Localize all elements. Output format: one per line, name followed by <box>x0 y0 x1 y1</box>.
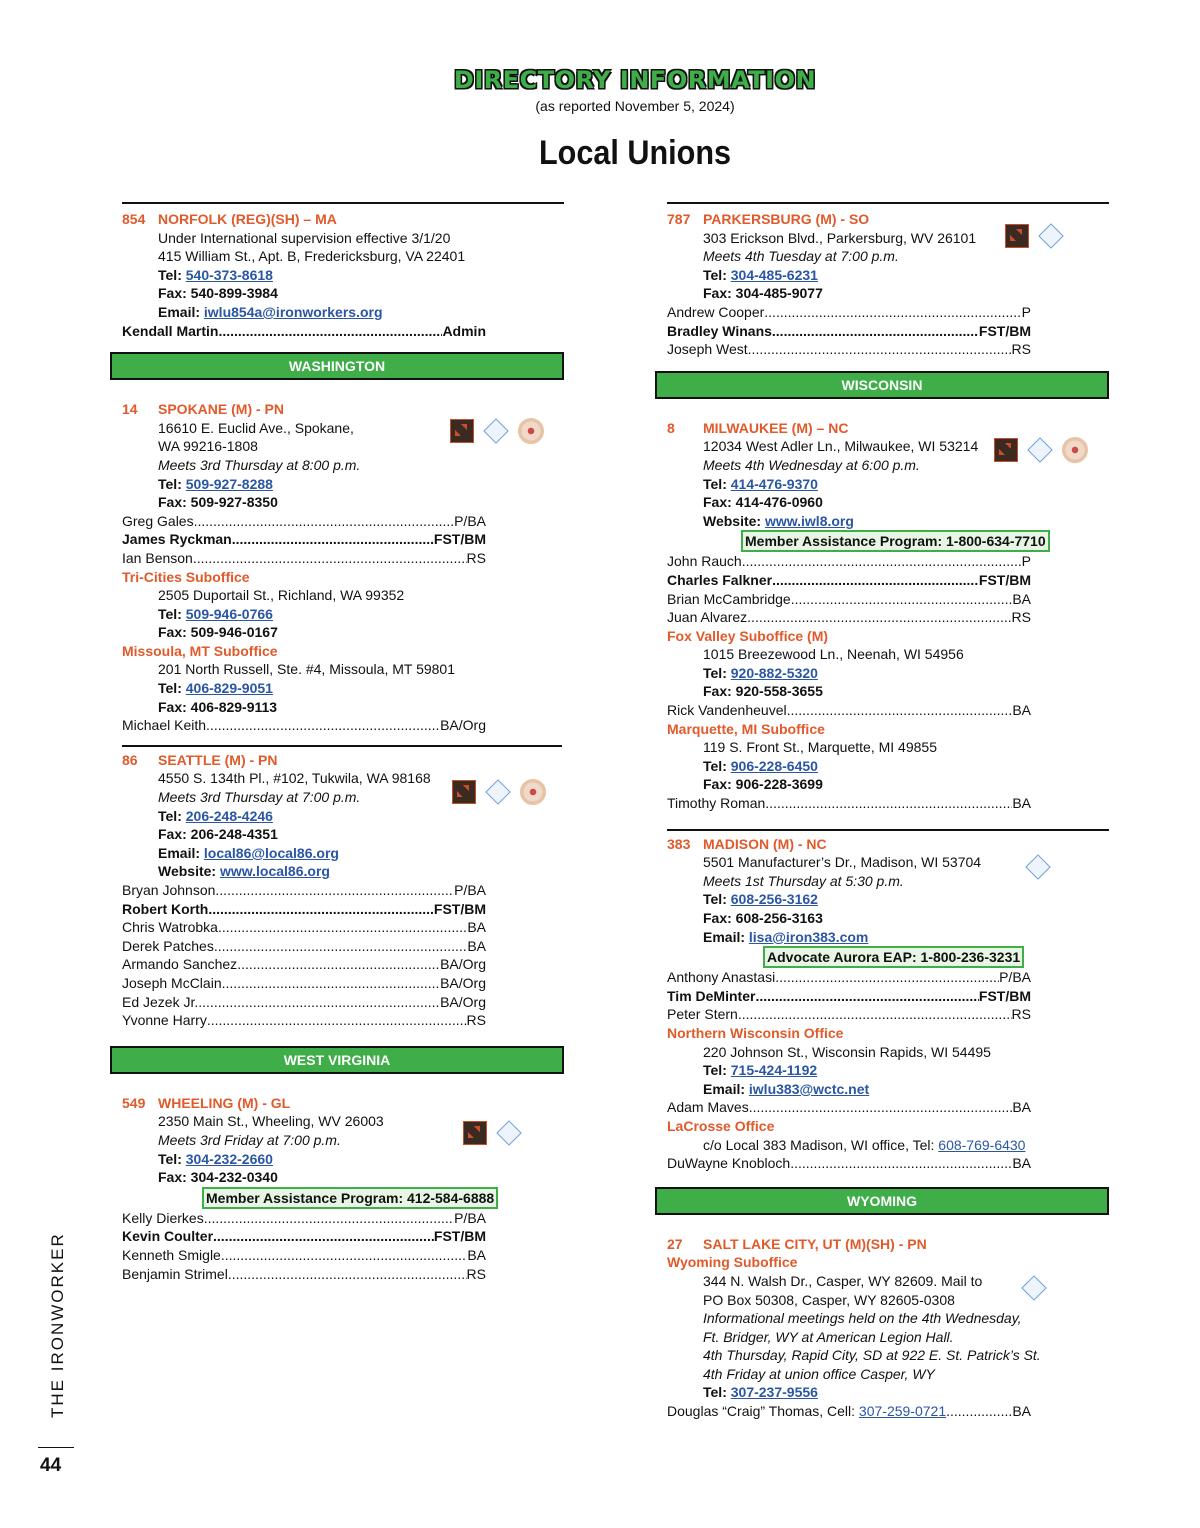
union-seal-icon <box>1062 437 1088 463</box>
email-line: Email: lisa@iron383.com <box>703 928 869 945</box>
page-number: 44 <box>40 1455 62 1476</box>
tel-link[interactable]: 406-829-9051 <box>185 680 273 697</box>
officer-row: Chris Watrobka ..... BA <box>110 918 486 937</box>
suboffice-address: 1015 Breezewood Ln., Neenah, WI 54956 <box>703 646 964 663</box>
tel-link[interactable]: 920-882-5320 <box>730 664 818 681</box>
meeting-info: Meets 4th Tuesday at 7:00 p.m. <box>703 248 899 265</box>
fax-line: Fax: 509-927-8350 <box>158 494 278 511</box>
officer-row: Adam Maves ..... BA <box>655 1098 1031 1117</box>
officer-row: Peter Stern ..... RS <box>655 1005 1031 1024</box>
tel-line: Tel: 307-237-9556 <box>703 1384 818 1401</box>
officer-row: Armando Sanchez ..... BA/Org <box>110 955 486 974</box>
training-diamond-icon <box>1025 854 1050 879</box>
suboffice-address: PO Box 50308, Casper, WY 82605-0308 <box>703 1291 955 1308</box>
tel-line: Tel: 509-946-0766 <box>158 605 273 622</box>
meeting-info: Meets 1st Thursday at 5:30 p.m. <box>703 872 904 889</box>
officer-row: Greg Gales ..... P/BA <box>110 512 486 531</box>
meeting-info: 4th Thursday, Rapid City, SD at 922 E. St. Patrick’s St. <box>703 1347 1041 1364</box>
tel-link[interactable]: 608-256-3162 <box>730 891 818 908</box>
fax-line: Fax: 414-476-0960 <box>703 494 823 511</box>
email-line: Email: iwlu383@wctc.net <box>703 1080 870 1097</box>
local-heading: 383 MADISON (M) - NC <box>667 835 827 852</box>
officer-row: Bryan Johnson ..... P/BA <box>110 881 486 900</box>
officer-row: Kenneth Smigle ..... BA <box>110 1246 486 1265</box>
state-banner-west-virginia: WEST VIRGINIA <box>110 1046 564 1074</box>
officer-row: Douglas “Craig” Thomas, Cell: 307-259-0721 ..... BA <box>655 1402 1031 1421</box>
iron-workers-logo-icon <box>1005 224 1029 248</box>
tel-line: Tel: 304-232-2660 <box>158 1150 273 1167</box>
email-line: Email: iwlu854a@ironworkers.org <box>158 303 383 320</box>
officer-row: Kevin Coulter ..... FST/BM <box>110 1227 486 1246</box>
officer-row: Kendall Martin ..... Admin <box>110 322 486 341</box>
officer-row: Michael Keith ..... BA/Org <box>110 716 486 735</box>
union-seal-icon <box>518 418 544 444</box>
fax-line: Fax: 304-485-9077 <box>703 285 823 302</box>
union-seal-icon <box>520 779 546 805</box>
tel-link[interactable]: 304-232-2660 <box>185 1150 273 1167</box>
training-diamond-icon <box>496 1120 521 1145</box>
officer-row: Joseph West ..... RS <box>655 340 1031 359</box>
email-link[interactable]: lisa@iron383.com <box>748 928 869 945</box>
officer-row: James Ryckman ..... FST/BM <box>110 530 486 549</box>
local-address: 12034 West Adler Ln., Milwaukee, WI 53214 <box>703 438 979 455</box>
local-heading: 854 NORFOLK (REG)(SH) – MA <box>122 211 337 227</box>
local-heading: 86 SEATTLE (M) - PN <box>122 751 278 768</box>
local-note: Under International supervision effective 3/1/20 <box>158 229 451 246</box>
local-86-badges <box>452 779 546 805</box>
email-link[interactable]: iwlu383@wctc.net <box>748 1080 870 1097</box>
tel-link[interactable]: 509-927-8288 <box>185 475 273 492</box>
local-heading: 787 PARKERSBURG (M) - SO <box>667 211 870 227</box>
suboffice-address: 220 Johnson St., Wisconsin Rapids, WI 54495 <box>703 1043 991 1060</box>
iron-workers-logo-icon <box>450 419 474 443</box>
suboffice-heading: LaCrosse Office <box>667 1117 775 1134</box>
tel-link[interactable]: 608-769-6430 <box>938 1136 1026 1153</box>
tel-line: Tel: 414-476-9370 <box>703 475 818 492</box>
email-line: Email: local86@local86.org <box>158 844 339 861</box>
local-8-badges <box>994 437 1088 463</box>
local-address: 303 Erickson Blvd., Parkersburg, WV 26101 <box>703 229 977 246</box>
local-address: 16610 E. Euclid Ave., Spokane, <box>158 419 354 436</box>
email-link[interactable]: local86@local86.org <box>203 844 339 861</box>
iron-workers-logo-icon <box>452 780 476 804</box>
local-address: 4550 S. 134th Pl., #102, Tukwila, WA 98168 <box>158 770 431 787</box>
fax-line: Fax: 906-228-3699 <box>703 776 823 793</box>
tel-line: Tel: 540-373-8618 <box>158 266 273 283</box>
fax-line: Fax: 540-899-3984 <box>158 285 278 302</box>
officer-row: Brian McCambridge ..... BA <box>655 590 1031 609</box>
publication-name: THE IRONWORKER <box>48 1232 67 1418</box>
tel-line: Tel: 715-424-1192 <box>703 1062 818 1079</box>
website-link[interactable]: www.iwl8.org <box>764 512 854 529</box>
officer-row: Bradley Winans ..... FST/BM <box>655 322 1031 341</box>
officer-row: DuWayne Knobloch ..... BA <box>655 1154 1031 1173</box>
section-heading: Local Unions <box>538 134 732 172</box>
local-heading: 8 MILWAUKEE (M) – NC <box>667 419 849 436</box>
officer-row: Robert Korth ..... FST/BM <box>110 900 486 919</box>
suboffice-address: c/o Local 383 Madison, WI office, Tel: 608-769-6430 <box>703 1136 1026 1153</box>
officer-row: Yvonne Harry ..... RS <box>110 1011 486 1030</box>
officer-row: Timothy Roman ..... BA <box>655 794 1031 813</box>
local-787-badges <box>1005 224 1063 248</box>
tel-link[interactable]: 414-476-9370 <box>730 475 818 492</box>
suboffice-address: 2505 Duportail St., Richland, WA 99352 <box>158 587 405 604</box>
tel-line: Tel: 406-829-9051 <box>158 680 273 697</box>
suboffice-address: 201 North Russell, Ste. #4, Missoula, MT 59801 <box>158 661 456 678</box>
training-diamond-icon <box>485 779 510 804</box>
officer-row: Kelly Dierkes ..... P/BA <box>110 1209 486 1228</box>
local-address: WA 99216-1808 <box>158 438 258 455</box>
suboffice-address: 119 S. Front St., Marquette, MI 49855 <box>703 739 937 756</box>
suboffice-heading: Wyoming Suboffice <box>667 1254 798 1271</box>
page-title: DIRECTORY INFORMATION <box>453 66 817 94</box>
state-banner-wyoming: WYOMING <box>655 1187 1109 1215</box>
meeting-info: Meets 3rd Thursday at 7:00 p.m. <box>158 789 361 806</box>
meeting-info: Meets 3rd Thursday at 8:00 p.m. <box>158 456 361 473</box>
suboffice-heading: Marquette, MI Suboffice <box>667 720 825 737</box>
officer-row: Ed Jezek Jr. ..... BA/Org <box>110 993 486 1012</box>
local-heading: 14 SPOKANE (M) - PN <box>122 401 284 418</box>
training-diamond-icon <box>483 418 508 443</box>
fax-line: Fax: 206-248-4351 <box>158 826 278 843</box>
tel-link[interactable]: 206-248-4246 <box>185 807 273 824</box>
state-banner-wisconsin: WISCONSIN <box>655 371 1109 399</box>
officer-row: Ian Benson ..... RS <box>110 549 486 568</box>
local-address: 2350 Main St., Wheeling, WV 26003 <box>158 1113 384 1130</box>
suboffice-heading: Northern Wisconsin Office <box>667 1024 844 1041</box>
fax-line: Fax: 406-829-9113 <box>158 698 278 715</box>
fax-line: Fax: 608-256-3163 <box>703 910 823 926</box>
local-14-badges <box>450 418 544 444</box>
local-address: 415 William St., Apt. B, Fredericksburg, VA 22401 <box>158 248 466 265</box>
officer-row: Andrew Cooper ..... P <box>655 303 1031 322</box>
officer-row: Juan Alvarez ..... RS <box>655 608 1031 627</box>
officer-row: John Rauch ..... P <box>655 552 1031 571</box>
website-link[interactable]: www.local86.org <box>219 863 330 880</box>
website-line: Website: www.iwl8.org <box>703 512 854 529</box>
local-address: 5501 Manufacturer’s Dr., Madison, WI 53704 <box>703 854 982 871</box>
email-link[interactable]: iwlu854a@ironworkers.org <box>203 303 383 320</box>
tel-line: Tel: 304-485-6231 <box>703 266 818 283</box>
suboffice-heading: Fox Valley Suboffice (M) <box>667 627 829 644</box>
state-banner-washington: WASHINGTON <box>110 352 564 380</box>
local-heading: 27 SALT LAKE CITY, UT (M)(SH) - PN <box>667 1235 927 1252</box>
iron-workers-logo-icon <box>463 1121 487 1145</box>
local-383-badges <box>1026 855 1050 879</box>
tel-line: Tel: 608-256-3162 <box>703 891 818 908</box>
suboffice-address: 344 N. Walsh Dr., Casper, WY 82609. Mail to <box>703 1272 983 1289</box>
page-number-rule <box>38 1447 74 1448</box>
training-diamond-icon <box>1021 1275 1046 1300</box>
tel-line: Tel: 920-882-5320 <box>703 664 818 681</box>
officer-row: Rick Vandenheuvel ..... BA <box>655 701 1031 720</box>
officer-row: Joseph McClain ..... BA/Org <box>110 974 486 993</box>
member-assistance-box: Member Assistance Program: 412-584-6888 <box>202 1187 498 1209</box>
tel-link[interactable]: 304-485-6231 <box>730 266 818 283</box>
tel-line: Tel: 906-228-6450 <box>703 757 818 774</box>
officer-row: Anthony Anastasi ..... P/BA <box>655 968 1031 987</box>
cell-link[interactable]: 307-259-0721 <box>858 1403 947 1420</box>
fax-line: Fax: 509-946-0167 <box>158 624 278 641</box>
iron-workers-logo-icon <box>994 438 1018 462</box>
meeting-info: 4th Friday at union office Casper, WY <box>703 1365 935 1382</box>
suboffice-heading: Tri-Cities Suboffice <box>122 568 250 585</box>
meeting-info: Informational meetings held on the 4th Wednesday, <box>703 1310 1022 1327</box>
fax-line: Fax: 920-558-3655 <box>703 683 823 700</box>
fax-line: Fax: 304-232-0340 <box>158 1169 278 1186</box>
suboffice-heading: Missoula, MT Suboffice <box>122 642 278 659</box>
training-diamond-icon <box>1027 437 1052 462</box>
officer-row: Benjamin Strimel ..... RS <box>110 1265 486 1284</box>
tel-line: Tel: 509-927-8288 <box>158 475 273 492</box>
officer-row: Tim DeMinter ..... FST/BM <box>655 987 1031 1006</box>
tel-link[interactable]: 906-228-6450 <box>730 757 818 774</box>
right-column <box>655 202 1109 1421</box>
tel-link[interactable]: 540-373-8618 <box>185 266 273 283</box>
training-diamond-icon <box>1038 223 1063 248</box>
tel-link[interactable]: 307-237-9556 <box>730 1384 818 1401</box>
meeting-info: Meets 4th Wednesday at 6:00 p.m. <box>703 456 920 473</box>
eap-box: Advocate Aurora EAP: 1-800-236-3231 <box>763 946 1024 968</box>
local-549-badges <box>463 1121 521 1145</box>
meeting-info: Meets 3rd Friday at 7:00 p.m. <box>158 1131 341 1148</box>
tel-link[interactable]: 509-946-0766 <box>185 605 273 622</box>
report-date: (as reported November 5, 2024) <box>535 98 735 114</box>
officer-row: Charles Falkner ..... FST/BM <box>655 571 1031 590</box>
meeting-info: Ft. Bridger, WY at American Legion Hall. <box>703 1328 954 1345</box>
tel-line: Tel: 206-248-4246 <box>158 807 273 824</box>
local-27-badges <box>1022 1276 1046 1300</box>
local-heading: 549 WHEELING (M) - GL <box>122 1094 291 1111</box>
officer-row: Derek Patches ..... BA <box>110 937 486 956</box>
website-line: Website: www.local86.org <box>158 863 330 880</box>
tel-link[interactable]: 715-424-1192 <box>730 1062 818 1079</box>
member-assistance-box: Member Assistance Program: 1-800-634-7710 <box>741 530 1050 552</box>
